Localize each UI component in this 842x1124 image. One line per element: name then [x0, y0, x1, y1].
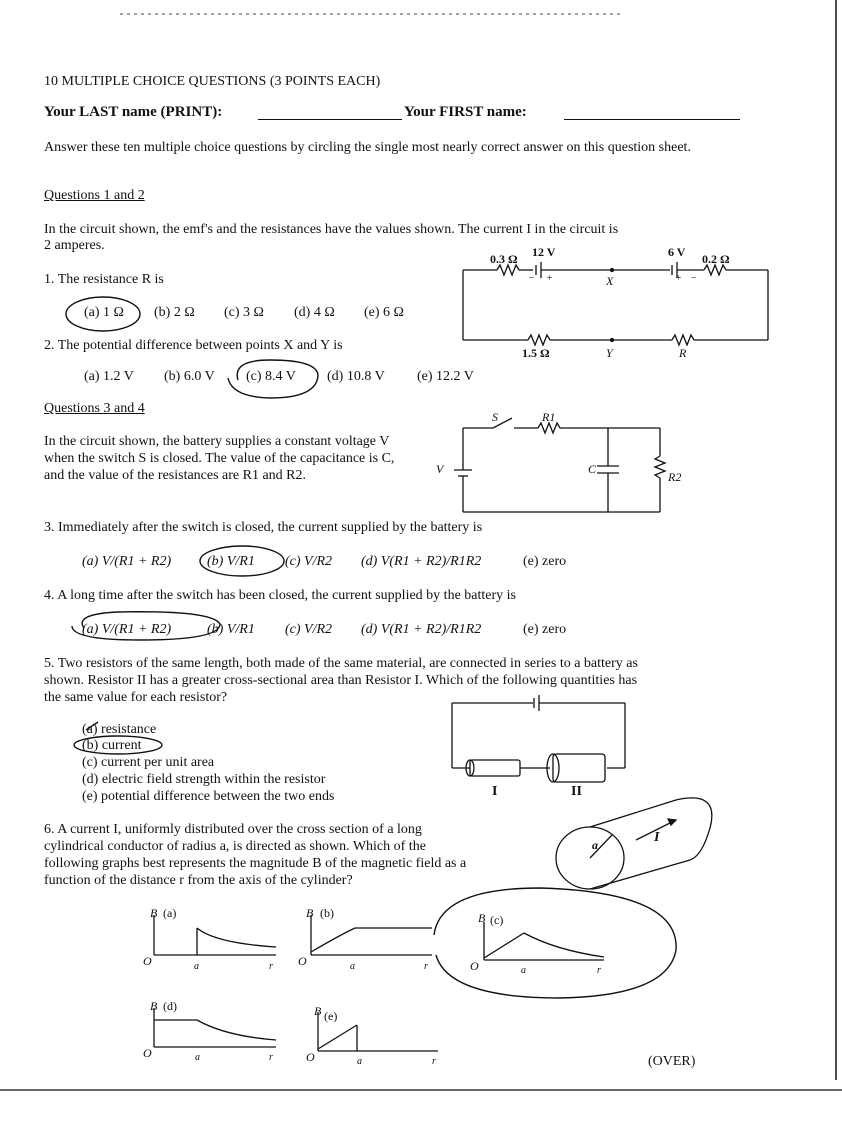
resistor-icon — [655, 456, 665, 478]
graph-e-a-label: a — [357, 1056, 362, 1067]
q6-stem-line1: 6. A current I, uniformly distributed over the cross section of a long — [44, 822, 422, 837]
circuit1-emf-left: 12 V — [532, 245, 556, 259]
circle-mark-q5 — [74, 736, 162, 754]
q3-stem: 3. Immediately after the switch is closed, the current supplied by the battery is — [44, 520, 483, 535]
q1-2-intro-line2: 2 amperes. — [44, 238, 105, 253]
q2-stem: 2. The potential difference between points X and Y is — [44, 338, 343, 353]
circuit1-point-y: Y — [606, 346, 613, 360]
graph-b-r-label: r — [424, 961, 428, 972]
q1-2-intro-line1: In the circuit shown, the emf's and the resistances have the values shown. The current I in the circuit is — [44, 222, 619, 237]
graph-e-b-label: B — [314, 1004, 322, 1018]
graph-b-origin: O — [298, 954, 307, 968]
resistor-icon — [528, 335, 550, 345]
answer-markings — [66, 297, 676, 998]
circuit1-plus-left: + — [546, 273, 553, 284]
graph-d — [154, 1008, 276, 1047]
q5-option-b[interactable]: (b) current — [82, 738, 142, 753]
q3-option-c[interactable]: (c) V/R2 — [285, 554, 333, 569]
resistor-i-label: I — [492, 784, 498, 799]
resistor-i-icon — [470, 760, 520, 776]
over-note: (OVER) — [648, 1054, 696, 1069]
circle-mark-q6 — [434, 888, 676, 998]
q5-option-a[interactable]: (a) resistance — [82, 722, 157, 737]
graph-b — [311, 915, 432, 955]
cylinder-radius-label: a — [592, 838, 598, 852]
resistor-icon — [704, 265, 726, 275]
circuit1-point-x: X — [606, 274, 614, 288]
graph-a-r-label: r — [269, 961, 273, 972]
circuit1-plus-right: + — [675, 273, 682, 284]
q4-option-e[interactable]: (e) zero — [523, 622, 567, 637]
q2-option-c[interactable]: (c) 8.4 V — [246, 369, 296, 384]
circle-mark-q3 — [200, 546, 284, 576]
q3-option-d[interactable]: (d) V(R1 + R2)/R1R2 — [361, 554, 482, 569]
strike-mark-q5 — [86, 722, 98, 730]
graph-a-origin: O — [143, 954, 152, 968]
first-name-label: Your FIRST name: — [404, 104, 527, 120]
q3-4-intro: In the circuit shown, the battery supplies a constant voltage V when the switch S is closed. The value of the capacitance is C, and the value of the resistances are R1 and R2. — [44, 434, 395, 483]
q5-stem-line1: 5. Two resistors of the same length, both made of the same material, are connected in series to a battery as — [44, 656, 638, 671]
q6-stem-line3: following graphs best represents the magnitude B of the magnetic field as a — [44, 856, 467, 871]
q5-stem-line3: the same value for each resistor? — [44, 690, 228, 705]
q4-option-a[interactable]: (a) V/(R1 + R2) — [82, 622, 172, 637]
circuit1-minus-left: − — [528, 273, 535, 284]
graph-d-r-label: r — [269, 1052, 273, 1063]
q2-option-b[interactable]: (b) 6.0 V — [164, 369, 215, 384]
q2-option-e[interactable]: (e) 12.2 V — [417, 369, 474, 384]
section-heading-q1-2: Questions 1 and 2 — [44, 188, 145, 203]
circuit1-r-top-left: 0.3 Ω — [490, 252, 518, 266]
q3-option-b[interactable]: (b) V/R1 — [207, 554, 255, 569]
circuit1-r-bottom-left: 1.5 Ω — [522, 346, 550, 360]
q4-stem: 4. A long time after the switch has been closed, the current supplied by the battery is — [44, 588, 516, 603]
graph-d-origin: O — [143, 1046, 152, 1060]
q4-option-d[interactable]: (d) V(R1 + R2)/R1R2 — [361, 622, 482, 637]
q6-stem-line4: function of the distance r from the axis of the cylinder? — [44, 873, 353, 888]
graph-b-tag[interactable]: (b) — [320, 906, 334, 920]
q5-stem-line2: shown. Resistor II has a greater cross-sectional area than Resistor I. Which of the following quantities has — [44, 673, 638, 688]
circuit2-r2-label: R2 — [668, 470, 682, 484]
q2-option-d[interactable]: (d) 10.8 V — [327, 369, 385, 384]
graph-c-a-label: a — [521, 965, 526, 976]
circuit2-cap-label: C — [588, 462, 597, 476]
circuit2-r1-label: R1 — [542, 410, 556, 424]
circuit2-diagram — [454, 418, 665, 512]
resistor-ii-label: II — [571, 784, 582, 799]
circuit1-diagram — [463, 262, 768, 345]
graph-b-b-label: B — [306, 906, 314, 920]
circuit2-switch-label: S — [492, 410, 498, 424]
instructions: Answer these ten multiple choice questions by circling the single most nearly correct answer on this question sheet. — [44, 140, 691, 155]
graph-c — [484, 922, 604, 960]
page-title: 10 MULTIPLE CHOICE QUESTIONS (3 POINTS EACH) — [44, 74, 381, 89]
circuit1-r-bottom-right: R — [679, 346, 687, 360]
graph-e-origin: O — [306, 1050, 315, 1064]
q1-option-b[interactable]: (b) 2 Ω — [154, 305, 195, 320]
circle-mark-q2 — [228, 360, 318, 398]
graph-c-r-label: r — [597, 965, 601, 976]
q5-option-c[interactable]: (c) current per unit area — [82, 755, 215, 770]
q5-option-e[interactable]: (e) potential difference between the two ends — [82, 789, 335, 804]
graph-b-a-label: a — [350, 961, 355, 972]
graph-e-r-label: r — [432, 1056, 436, 1067]
circle-mark-q4 — [72, 612, 220, 640]
q3-option-e[interactable]: (e) zero — [523, 554, 567, 569]
q6-stem-line2: cylindrical conductor of radius a, is directed as shown. Which of the — [44, 839, 426, 854]
circuit1-r-top-right: 0.2 Ω — [702, 252, 730, 266]
graph-c-tag[interactable]: (c) — [490, 913, 504, 927]
q4-option-b[interactable]: (b) V/R1 — [207, 622, 255, 637]
graph-c-b-label: B — [478, 911, 486, 925]
circuit2-battery-label: V — [436, 462, 444, 476]
graph-d-a-label: a — [195, 1052, 200, 1063]
q1-stem: 1. The resistance R is — [44, 272, 164, 287]
graph-e — [318, 1012, 438, 1051]
q1-option-a[interactable]: (a) 1 Ω — [84, 305, 124, 320]
graph-a-b-label: B — [150, 906, 158, 920]
last-name-label: Your LAST name (PRINT): — [44, 104, 223, 120]
section-heading-q3-4: Questions 3 and 4 — [44, 401, 145, 416]
q1-option-e[interactable]: (e) 6 Ω — [364, 305, 404, 320]
graph-a-tag[interactable]: (a) — [163, 906, 177, 920]
resistor-ii-icon — [553, 754, 605, 782]
graph-a-a-label: a — [194, 961, 199, 972]
circle-mark-q1 — [66, 297, 140, 331]
series-resistors-diagram — [452, 695, 625, 782]
q1-option-d[interactable]: (d) 4 Ω — [294, 305, 335, 320]
resistor-icon — [538, 423, 560, 433]
graph-a — [154, 915, 276, 955]
q2-option-a[interactable]: (a) 1.2 V — [84, 369, 134, 384]
circuit1-minus-right: − — [690, 273, 697, 284]
cylinder-current-label: I — [654, 830, 660, 845]
q4-option-c[interactable]: (c) V/R2 — [285, 622, 333, 637]
q1-option-c[interactable]: (c) 3 Ω — [224, 305, 264, 320]
q5-option-d[interactable]: (d) electric field strength within the resistor — [82, 772, 326, 787]
q3-option-a[interactable]: (a) V/(R1 + R2) — [82, 554, 172, 569]
graph-d-tag[interactable]: (d) — [163, 999, 177, 1013]
resistor-icon — [672, 335, 694, 345]
graph-d-b-label: B — [150, 999, 158, 1013]
cylinder-icon — [556, 798, 712, 889]
resistor-icon — [497, 265, 519, 275]
circuit1-emf-right: 6 V — [668, 245, 686, 259]
graph-e-tag[interactable]: (e) — [324, 1009, 338, 1023]
switch-icon — [493, 418, 512, 428]
graph-c-origin: O — [470, 959, 479, 973]
